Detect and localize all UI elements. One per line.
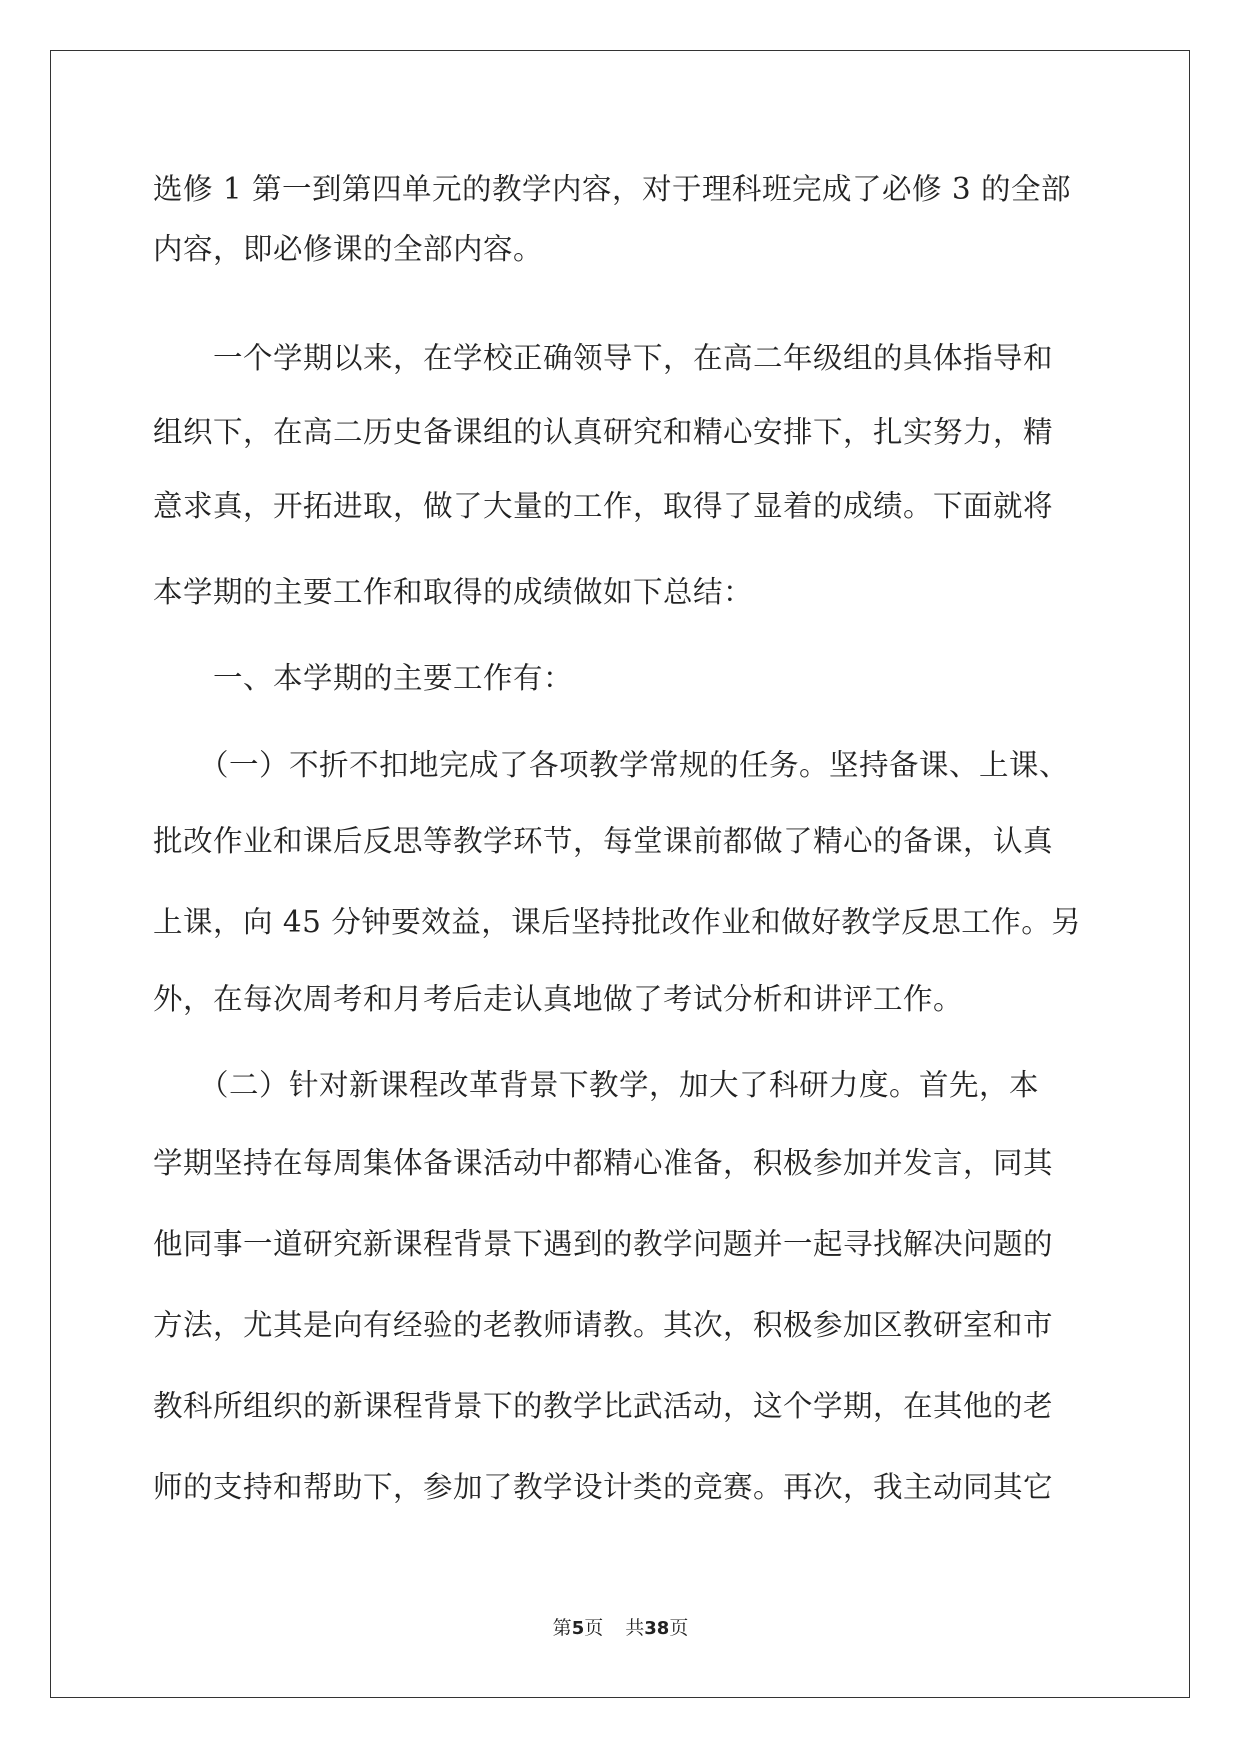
total-pages: 38	[644, 1618, 670, 1639]
page-number: 5	[571, 1618, 585, 1639]
text-line: 选修 1 第一到第四单元的教学内容，对于理科班完成了必修 3 的全部	[153, 172, 1072, 206]
text-line: 组织下，在高二历史备课组的认真研究和精心安排下，扎实努力，精	[153, 415, 1054, 449]
text-line: 本学期的主要工作和取得的成绩做如下总结：	[153, 575, 754, 609]
text-line: （二）针对新课程改革背景下教学，加大了科研力度。首先，本	[199, 1068, 1040, 1102]
text-line: 他同事一道研究新课程背景下遇到的教学问题并一起寻找解决问题的	[153, 1227, 1054, 1261]
text-line: 上课，向 45 分钟要效益，课后坚持批改作业和做好教学反思工作。另	[153, 905, 1082, 939]
text-line: 教科所组织的新课程背景下的教学比武活动，这个学期，在其他的老	[153, 1389, 1054, 1423]
text-line: 意求真，开拓进取，做了大量的工作，取得了显着的成绩。下面就将	[153, 489, 1054, 523]
text-line: 方法，尤其是向有经验的老教师请教。其次，积极参加区教研室和市	[153, 1308, 1054, 1342]
total-suffix: 页	[669, 1617, 689, 1639]
text-line: 一、本学期的主要工作有：	[213, 661, 574, 695]
text-line: （一）不折不扣地完成了各项教学常规的任务。坚持备课、上课、	[199, 748, 1070, 782]
text-line: 外，在每次周考和月考后走认真地做了考试分析和讲评工作。	[153, 982, 964, 1016]
text-line: 一个学期以来，在学校正确领导下，在高二年级组的具体指导和	[213, 341, 1054, 375]
text-line: 内容，即必修课的全部内容。	[153, 232, 544, 266]
page-footer	[0, 1616, 1241, 1641]
page-prefix: 第	[552, 1617, 572, 1639]
text-line: 学期坚持在每周集体备课活动中都精心准备，积极参加并发言，同其	[153, 1146, 1054, 1180]
page-border	[50, 50, 1190, 1698]
page-suffix: 页	[584, 1617, 604, 1639]
text-line: 批改作业和课后反思等教学环节，每堂课前都做了精心的备课，认真	[153, 824, 1054, 858]
total-prefix: 共	[625, 1617, 645, 1639]
text-line: 师的支持和帮助下，参加了教学设计类的竞赛。再次，我主动同其它	[153, 1470, 1054, 1504]
